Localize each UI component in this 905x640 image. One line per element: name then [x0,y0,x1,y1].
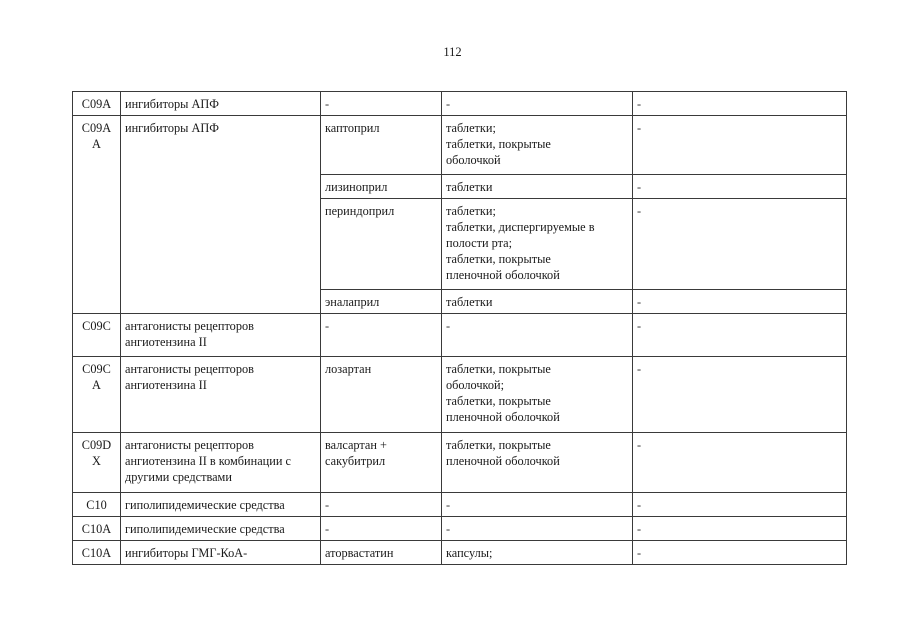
page-number: 112 [443,45,462,59]
pharmacological-group-cell: ингибиторы АПФ [121,116,321,314]
atc-code-cell: C09A [73,92,121,116]
drug-name-cell: лизиноприл [321,175,442,199]
atc-code-cell: C10 [73,493,121,517]
atc-code-cell: C09D X [73,433,121,493]
drug-name-cell: валсартан + сакубитрил [321,433,442,493]
note-cell: - [633,493,847,517]
dosage-form-cell: таблетки; таблетки, покрытые оболочкой [442,116,633,175]
dosage-form-cell: - [442,493,633,517]
atc-code-cell: C10A [73,541,121,565]
pharmacological-group-cell: ингибиторы ГМГ-КоА- [121,541,321,565]
note-cell: - [633,92,847,116]
atc-code-cell: C09C [73,314,121,357]
table-row [73,92,847,116]
table-row [73,357,847,433]
atc-code-cell: C09C A [73,357,121,433]
dosage-form-cell: таблетки, покрытые оболочкой; таблетки, покрытые пленочной оболочкой [442,357,633,433]
drug-name-cell: эналаприл [321,290,442,314]
drug-name-cell: - [321,314,442,357]
table-row [73,517,847,541]
pharmacological-group-cell: гиполипидемические средства [121,493,321,517]
note-cell: - [633,290,847,314]
note-cell: - [633,541,847,565]
drug-name-cell: аторвастатин [321,541,442,565]
dosage-form-cell: таблетки, покрытые пленочной оболочкой [442,433,633,493]
table-row [73,433,847,493]
note-cell: - [633,199,847,290]
atc-code-cell: C10A [73,517,121,541]
pharmacological-group-cell: ингибиторы АПФ [121,92,321,116]
drug-name-cell: - [321,493,442,517]
drug-name-cell: - [321,517,442,541]
drug-classification-table [72,91,847,565]
dosage-form-cell: таблетки; таблетки, диспергируемые в полости рта; таблетки, покрытые пленочной оболочкой [442,199,633,290]
drug-name-cell: - [321,92,442,116]
pharmacological-group-cell: гиполипидемические средства [121,517,321,541]
note-cell: - [633,357,847,433]
pharmacological-group-cell: антагонисты рецепторов ангиотензина II в комбинации с другими средствами [121,433,321,493]
dosage-form-cell: таблетки [442,290,633,314]
atc-code-cell: C09A A [73,116,121,314]
note-cell: - [633,517,847,541]
table-row [73,493,847,517]
drug-name-cell: периндоприл [321,199,442,290]
dosage-form-cell: капсулы; [442,541,633,565]
dosage-form-cell: - [442,92,633,116]
table-row [73,314,847,357]
pharmacological-group-cell: антагонисты рецепторов ангиотензина II [121,314,321,357]
dosage-form-cell: - [442,517,633,541]
table-row [73,116,847,175]
dosage-form-cell: - [442,314,633,357]
note-cell: - [633,314,847,357]
note-cell: - [633,116,847,175]
dosage-form-cell: таблетки [442,175,633,199]
note-cell: - [633,175,847,199]
table-row [73,541,847,565]
drug-name-cell: каптоприл [321,116,442,175]
drug-name-cell: лозартан [321,357,442,433]
note-cell: - [633,433,847,493]
pharmacological-group-cell: антагонисты рецепторов ангиотензина II [121,357,321,433]
